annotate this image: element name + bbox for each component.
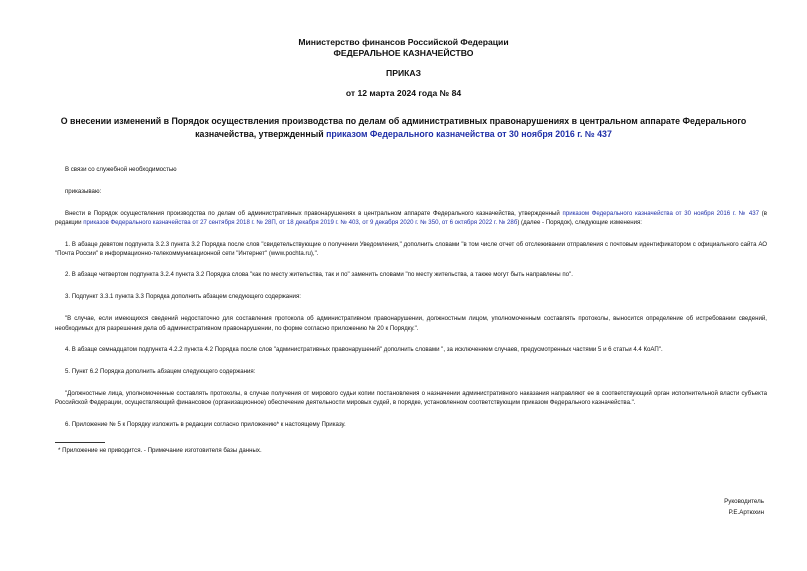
ministry-name: Министерство финансов Российской Федерации bbox=[298, 37, 509, 47]
signer-position: Руководитель bbox=[724, 498, 764, 505]
paragraph-changes-text: Внести в Порядок осуществления производства по делам об административных правонарушениях в центральном аппарате Федерального казначейства, утвержденный bbox=[65, 209, 563, 217]
paragraph-item-5-text: "Должностные лица, уполномоченные составлять протоколы, в случае получения от мирового судьи копии постановления о назначении административного наказания направляют ее в соответствующий орган исполнительной власти субъекта Российской Федерации, осуществляющий финансовое (организационное) обеспечение деятельности мировых судей, в порядке, установленном соответствующим приказом Федерального казначейства.". bbox=[55, 389, 767, 407]
order-437-link[interactable]: приказом Федерального казначейства от 30 ноября 2016 г. № 437 bbox=[562, 209, 760, 217]
document-subject bbox=[40, 115, 767, 140]
document-type: ПРИКАЗ bbox=[386, 68, 421, 78]
amending-orders-link[interactable]: приказов Федерального казначейства от 27 сентября 2018 г. № 28П, от 18 декабря 2019 г. № 403, от 9 декабря 2020 г. № 350, от 6 октября 2022 г. № 28б bbox=[83, 219, 518, 227]
signature-block bbox=[724, 496, 764, 518]
document-header bbox=[0, 37, 807, 59]
paragraph-item-1: 1. В абзаце девятом подпункта 3.2.3 пункта 3.2 Порядка после слов "свидетельствующие о получении Уведомления," дополнить словами "в том числе отчет об отслеживании отправления с почтовым идентификатором с официального сайта АО "Почта России" в информационно-телекоммуникационной сети "Интернет" (www.pochta.ru),". bbox=[55, 240, 767, 258]
paragraph-item-3-text: "В случае, если имеющихся сведений недостаточно для составления протокола об административном правонарушении, должностным лицом, уполномоченным составлять протоколы, выносится определение об истребовании сведений, необходимых для разрешения дела об административном правонарушении, по форме согласно приложению № 20 к Порядку.". bbox=[55, 315, 767, 332]
paragraph-item-6: 6. Приложение № 5 к Порядку изложить в редакции согласно приложению* к настоящему Приказу. bbox=[65, 420, 346, 428]
subject-link[interactable]: приказом Федерального казначейства от 30 ноября 2016 г. № 437 bbox=[326, 128, 612, 139]
signer-name: Р.Е.Артюхин bbox=[728, 509, 764, 516]
paragraph-item-4: 4. В абзаце семнадцатом подпункта 4.2.2 пункта 4.2 Порядка после слов "административных правонарушений" дополнить словами ", за исключением случаев, предусмотренных частями 5 и 6 статьи 4.4 КоАП". bbox=[65, 346, 663, 354]
footnote-divider bbox=[55, 442, 105, 443]
paragraph-order: приказываю: bbox=[65, 187, 102, 195]
paragraph-item-5: 5. Пункт 6.2 Порядка дополнить абзацем следующего содержания: bbox=[65, 367, 256, 375]
subject-text: О внесении изменений в Порядок осуществления производства по делам об административных правонарушениях в центральном аппарате Федерального казначейства, утвержденный bbox=[60, 116, 747, 139]
document-body bbox=[55, 165, 767, 455]
document-date-number: от 12 марта 2024 года № 84 bbox=[345, 88, 462, 98]
paragraph-changes-text-2: (в редакции bbox=[55, 209, 767, 227]
paragraph-changes bbox=[55, 209, 767, 228]
paragraph-item-2: 2. В абзаце четвертом подпункта 3.2.4 пункта 3.2 Порядка слова "как по месту жительства, так и по" заменить словами "по месту жительства, а также могут быть направлены по". bbox=[65, 271, 573, 279]
paragraph-intro: В связи со служебной необходимостью bbox=[65, 166, 177, 173]
paragraph-item-3: 3. Подпункт 3.3.1 пункта 3.3 Порядка дополнить абзацем следующего содержания: bbox=[65, 293, 301, 301]
agency-name: ФЕДЕРАЛЬНОЕ КАЗНАЧЕЙСТВО bbox=[333, 48, 474, 58]
paragraph-changes-text-3: ) (далее - Порядок), следующие изменения: bbox=[517, 219, 642, 227]
footnote: * Приложение не приводится. - Примечание изготовителя базы данных. bbox=[58, 446, 262, 454]
